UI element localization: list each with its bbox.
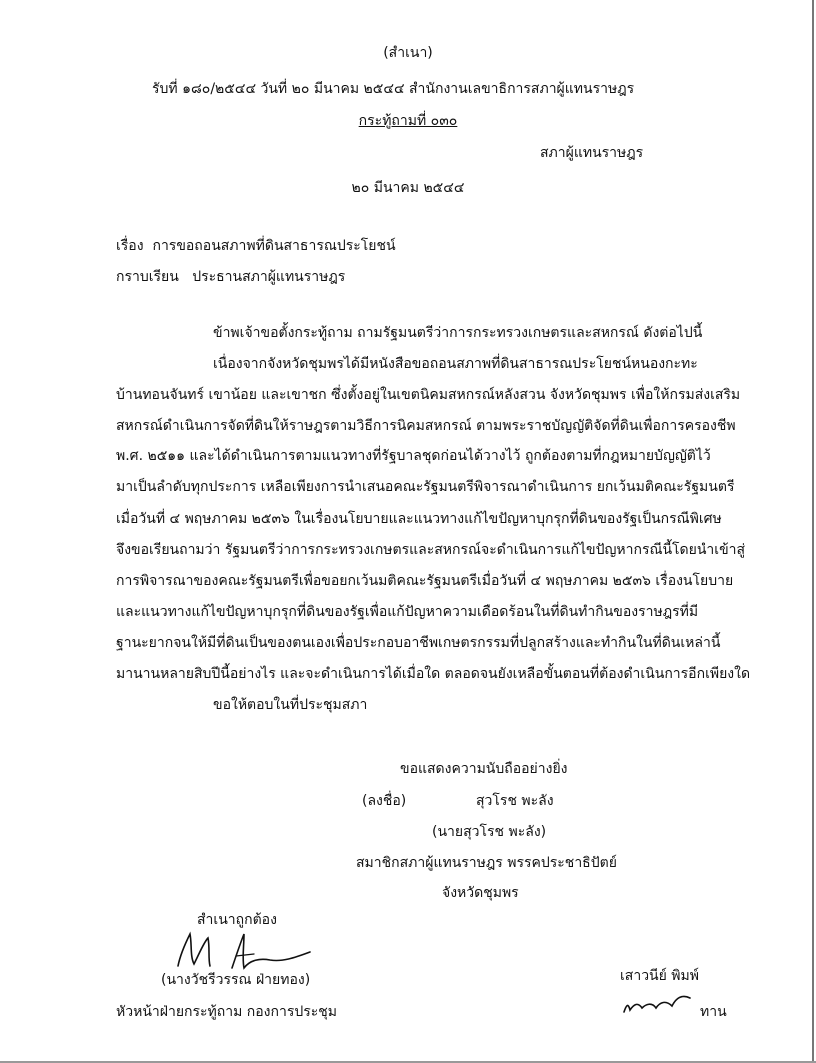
body-line: และแนวทางแก้ไขปัญหาบุกรุกที่ดินของรัฐเพื่อแก้ปัญหาความเดือดร้อนในที่ดินทำกินของราษฎรที่มี bbox=[116, 604, 699, 620]
body-line: สหกรณ์ดำเนินการจัดที่ดินให้ราษฎรตามวิธีการนิคมสหกรณ์ ตามพระราชบัญญัติจัดที่ดินเพื่อการครองชีพ bbox=[116, 418, 736, 434]
recipient-text: ประธานสภาผู้แทนราษฎร bbox=[192, 269, 346, 285]
body-line: เมื่อวันที่ ๔ พฤษภาคม ๒๕๓๖ ในเรื่องนโยบายและแนวทางแก้ไขปัญหาบุกรุกที่ดินของรัฐเป็นกรณีพิเศษ bbox=[116, 511, 722, 527]
body-line: การพิจารณาของคณะรัฐมนตรีเพื่อขอยกเว้นมติคณะรัฐมนตรีเมื่อวันที่ ๔ พฤษภาคม ๒๕๓๖ เรื่องนโยบาย bbox=[116, 573, 734, 589]
certified-copy-label: สำเนาถูกต้อง bbox=[197, 912, 277, 928]
certifier-name: (นางวัชรีวรรณ ฝ่ายทอง) bbox=[161, 972, 311, 988]
body-intro: ข้าพเจ้าขอตั้งกระทู้ถาม ถามรัฐมนตรีว่าการกระทรวงเกษตรและสหกรณ์ ดังต่อไปนี้ bbox=[213, 325, 703, 341]
signer-full-name: (นายสุวโรช พะลัง) bbox=[432, 824, 547, 840]
subject-text: การขอถอนสภาพที่ดินสาธารณประโยชน์ bbox=[152, 238, 396, 254]
typist-note: เสาวนีย์ พิมพ์ bbox=[620, 968, 699, 984]
handwritten-signature bbox=[170, 928, 320, 973]
subject-label: เรื่อง bbox=[116, 238, 144, 254]
body-line: มานานหลายสิบปีนี้อย่างไร และจะดำเนินการได้เมื่อใด ตลอดจนยังเหลือขั้นตอนที่ต้องดำเนินการอีกเพียงใด bbox=[116, 666, 751, 682]
certifier-title: หัวหน้าฝ่ายกระทู้ถาม กองการประชุม bbox=[116, 1004, 338, 1020]
recipient-label: กราบเรียน bbox=[116, 269, 179, 285]
signer-province: จังหวัดชุมพร bbox=[442, 885, 519, 901]
body-line: พ.ศ. ๒๕๑๑ และได้ดำเนินการตามแนวทางที่รัฐบาลชุดก่อนได้วางไว้ ถูกต้องตามที่กฎหมายบัญญัติไว้ bbox=[116, 448, 711, 464]
body-line: บ้านทอนจันทร์ เขาน้อย และเขาชก ซึ่งตั้งอยู่ในเขตนิคมสหกรณ์หลังสวน จังหวัดชุมพร เพื่อให้กรมส่งเสริม bbox=[116, 387, 741, 403]
recipient-line bbox=[116, 268, 345, 286]
page-edge-right bbox=[812, 0, 814, 1063]
copy-label: (สำเนา) bbox=[383, 45, 433, 61]
signed-label: (ลงชื่อ) bbox=[362, 793, 407, 809]
closing-regards: ขอแสดงความนับถืออย่างยิ่ง bbox=[400, 761, 568, 777]
sender-org: สภาผู้แทนราษฎร bbox=[540, 145, 644, 161]
body-line: ฐานะยากจนให้มีที่ดินเป็นของตนเองเพื่อประกอบอาชีพเกษตรกรรมที่ปลูกสร้างและทำกินในที่ดินเหล่านี้ bbox=[116, 635, 721, 651]
body-request: ขอให้ตอบในที่ประชุมสภา bbox=[213, 697, 368, 713]
body-line: จึงขอเรียนถามว่า รัฐมนตรีว่าการกระทรวงเกษตรและสหกรณ์จะดำเนินการแก้ไขปัญหากรณีนี้โดยนำเข้าสู่ bbox=[116, 542, 746, 558]
signed-name: สุวโรช พะลัง bbox=[476, 793, 554, 809]
body-line: มาเป็นลำดับทุกประการ เหลือเพียงการนำเสนอคณะรัฐมนตรีพิจารณาดำเนินการ ยกเว้นมติคณะรัฐมนตรี bbox=[116, 479, 735, 495]
signer-position: สมาชิกสภาผู้แทนราษฎร พรรคประชาธิปัตย์ bbox=[356, 855, 617, 871]
body-line: เนื่องจากจังหวัดชุมพรได้มีหนังสือขอถอนสภาพที่ดินสาธารณประโยชน์หนองกะทะ bbox=[213, 356, 698, 372]
document-date: ๒๐ มีนาคม ๒๕๔๔ bbox=[351, 180, 465, 196]
handwritten-initials bbox=[620, 990, 700, 1020]
received-line: รับที่ ๑๘๐/๒๕๔๔ วันที่ ๒๐ มีนาคม ๒๕๔๔ สำนักงานเลขาธิการสภาผู้แทนราษฎร bbox=[152, 81, 635, 97]
subject-line bbox=[116, 237, 396, 255]
proofread-label: ทาน bbox=[700, 1004, 727, 1020]
question-number: กระทู้ถามที่ ๐๓๐ bbox=[358, 113, 458, 129]
